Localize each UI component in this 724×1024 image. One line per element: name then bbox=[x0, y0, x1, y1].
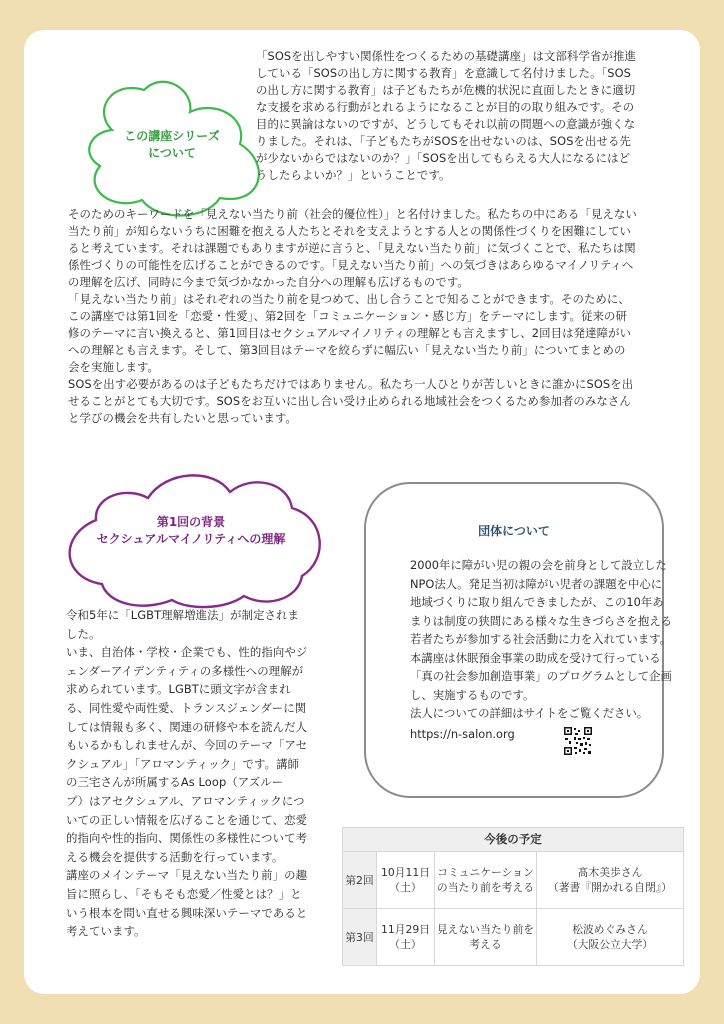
schedule-topic bbox=[435, 852, 537, 909]
background-line: ェンダーアイデンティティの多様性への理解が bbox=[66, 663, 304, 678]
intro-full-line: 会を実施します。 bbox=[68, 360, 160, 374]
organization-line: 「真の社会参加創造事業」のプログラムとして企画 bbox=[410, 669, 672, 683]
background-line: しては情報も多く、関連の研修や本を読んだ人 bbox=[66, 719, 308, 734]
background-line: いての正しい情報を広げることを通じて、恋愛 bbox=[66, 812, 308, 827]
intro-top-line: 「SOSを出しやすい関係性をつくるための基礎講座」は文部科学省が推進 bbox=[256, 49, 636, 63]
organization-line: し、実施するものです。 bbox=[410, 687, 535, 702]
qr-code-icon[interactable] bbox=[563, 726, 593, 756]
schedule-session-number: 第3回 bbox=[343, 909, 377, 966]
intro-top-line: な支援を求める行動がとれるようになることが目的の取り組みです。その bbox=[256, 100, 635, 114]
background-line: 令和5年に「LGBT理解増進法」が制定されま bbox=[66, 608, 300, 622]
series-intro-title bbox=[92, 128, 252, 162]
organization-body bbox=[410, 556, 672, 743]
background-line: 旨に照らし、「そもそも恋愛／性愛とは？」と bbox=[66, 886, 302, 901]
background-line: プ）はアセクシュアル、アロマンティックにつ bbox=[66, 793, 305, 808]
organization-url-link[interactable]: https://n-salon.org bbox=[410, 726, 515, 741]
organization-line: 若者たちが参加する社会活動に力を入れています。 bbox=[410, 632, 672, 646]
series-intro-title-line-1: この講座シリーズ bbox=[124, 129, 220, 143]
background-line: 考えています。 bbox=[66, 924, 146, 939]
background-line: もいるかもしれませんが、今回のテーマ「アセ bbox=[66, 738, 308, 753]
intro-full-line: と学びの機会を共有したいと思っています。 bbox=[68, 411, 297, 425]
background-line: 講座のメインテーマ「見えない当たり前」の趣 bbox=[66, 868, 308, 883]
intro-top-line: が少ないからではないのか？」「SOSを出してもらえる大人になるにはど bbox=[256, 151, 631, 165]
background-line: いう根本を問い直せる興味深いテーマであると bbox=[66, 905, 308, 920]
background-line: した。 bbox=[66, 626, 101, 641]
schedule-lecturer-line: （大阪公立大学） bbox=[566, 938, 654, 951]
table-row bbox=[343, 909, 684, 966]
organization-line: 本講座は休眠預金事業の助成を受けて行っている bbox=[410, 650, 661, 665]
intro-full-line: SOSを出す必要があるのは子どもたちだけではありません。私たち一人ひとりが苦しいときに誰かにSOSを出 bbox=[68, 377, 634, 391]
organization-line: 法人についての詳細はサイトをご覧ください。 bbox=[410, 706, 649, 720]
schedule-date-line: 10月11日 bbox=[380, 866, 431, 879]
schedule-topic-line: 考える bbox=[469, 938, 502, 951]
schedule-lecturer bbox=[537, 909, 684, 966]
schedule-topic-line: 見えない当たり前を bbox=[436, 923, 535, 936]
intro-top-line: りました。それは、「子どもたちがSOSを出せないのは、SOSを出せる先 bbox=[256, 134, 631, 148]
intro-full-line: そのためのキーワードを「見えない当たり前（社会的優位性）」と名付けました。私たちの中にある「見えない bbox=[68, 207, 637, 221]
intro-top-line: している「SOSの出し方に関する教育」を意識して名付けました。「SOS bbox=[256, 66, 631, 80]
schedule-topic-line: コミュニケーション bbox=[437, 866, 534, 879]
organization-line: 地域づくりに取り組んできましたが、この10年あ bbox=[410, 595, 664, 609]
schedule-header-row bbox=[343, 828, 684, 852]
intro-full-line: の理解を広げ、同時に今まで気づかなかった自分への理解も広げるものです。 bbox=[68, 275, 469, 289]
table-row bbox=[343, 852, 684, 909]
background-line: いま、自治体・学校・企業でも、性的指向やジ bbox=[66, 645, 308, 660]
background-line: の三宅さんが所属するAs Loop（アズルー bbox=[66, 775, 284, 790]
series-intro-paragraph-full bbox=[68, 206, 637, 427]
intro-top-line: 目的に異論はないのですが、どうしてもそれ以前の問題への意識が強くな bbox=[256, 117, 636, 131]
intro-full-line: この講座では第1回を「恋愛・性愛」、第2回を「コミュニケーション・感じ方」をテーマにします。従来の研 bbox=[68, 309, 627, 323]
organization-line: NPO法人。発足当初は障がい児者の課題を中心に bbox=[410, 576, 663, 591]
schedule-lecturer-line: 松波めぐみさん bbox=[572, 923, 648, 936]
background-line: 求められています。LGBTに頭文字が含まれ bbox=[66, 682, 291, 697]
intro-full-line: 「見えない当たり前」はそれぞれの当たり前を見つめて、出し合うことで知ることができます。そのために、 bbox=[68, 292, 630, 306]
intro-top-line: うしたらよいか？」ということです。 bbox=[256, 168, 451, 182]
schedule-table bbox=[342, 827, 684, 966]
organization-line: 2000年に障がい児の親の会を前身として設立した bbox=[410, 558, 667, 572]
background-title bbox=[66, 514, 316, 548]
intro-full-line: 係性づくりの可能性を広げることができるのです。「見えない当たり前」への気づきはあらゆるマイノリティへ bbox=[68, 258, 634, 272]
schedule-day-line: （土） bbox=[389, 938, 422, 951]
schedule-session-number: 第2回 bbox=[343, 852, 377, 909]
background-title-line-1: 第1回の背景 bbox=[156, 515, 226, 529]
background-paragraph bbox=[66, 606, 307, 941]
organization-box bbox=[364, 482, 672, 798]
schedule-date bbox=[377, 909, 435, 966]
intro-full-line: ると考えています。それは課題でもありますが逆に言うと、「見えない当たり前」に気づくことで、私たちは関 bbox=[68, 241, 636, 255]
intro-full-line: 当たり前」が知らないうちに困難を抱える人たちとそれを支えようとする人との関係性づくりを困難にしてい bbox=[68, 224, 632, 238]
intro-full-line: 修のテーマに言い換えると、第1回目はセクシュアルマイノリティの理解とも言えますし、2回目は発達障がい bbox=[68, 326, 632, 340]
series-intro-paragraph-top bbox=[256, 48, 636, 184]
schedule-title: 今後の予定 bbox=[343, 828, 684, 852]
intro-top-line: の出し方に関する教育」は子どもたちが危機的状況に直面したときに適切 bbox=[256, 83, 636, 97]
background-title-line-2: セクシュアルマイノリティへの理解 bbox=[96, 532, 286, 546]
intro-full-line: への理解とも言えます。そして、第3回目はテーマを絞らずに幅広い「見えない当たり前」についてまとめの bbox=[68, 343, 626, 357]
background-line: 的指向や性的指向、関係性の多様性について考 bbox=[66, 831, 308, 846]
page-sheet bbox=[24, 30, 700, 994]
series-intro-title-line-2: について bbox=[148, 146, 196, 160]
schedule-day-line: （土） bbox=[389, 881, 422, 894]
organization-title: 団体について bbox=[478, 524, 550, 538]
schedule-lecturer-line: （著書『開かれる自閉』） bbox=[547, 881, 673, 894]
schedule-lecturer-line: 髙木美歩さん bbox=[577, 866, 643, 879]
schedule-topic-line: の当たり前を考える bbox=[436, 881, 535, 894]
intro-full-line: せることがとても大切です。SOSをお互いに出し合い受け止められる地域社会をつくるため参加者のみなさん bbox=[68, 394, 631, 408]
schedule-date bbox=[377, 852, 435, 909]
background-line: クシュアル」「アロマンティック」です。講師 bbox=[66, 756, 300, 771]
schedule-lecturer bbox=[537, 852, 684, 909]
schedule-topic bbox=[435, 909, 537, 966]
schedule-date-line: 11月29日 bbox=[380, 923, 431, 936]
background-line: える機会を提供する活動を行っています。 bbox=[66, 849, 284, 864]
background-line: る、同性愛や両性愛、トランスジェンダーに関 bbox=[66, 700, 307, 715]
organization-line: まりは制度の狭間にある様々な生きづらさを抱える bbox=[410, 613, 672, 628]
